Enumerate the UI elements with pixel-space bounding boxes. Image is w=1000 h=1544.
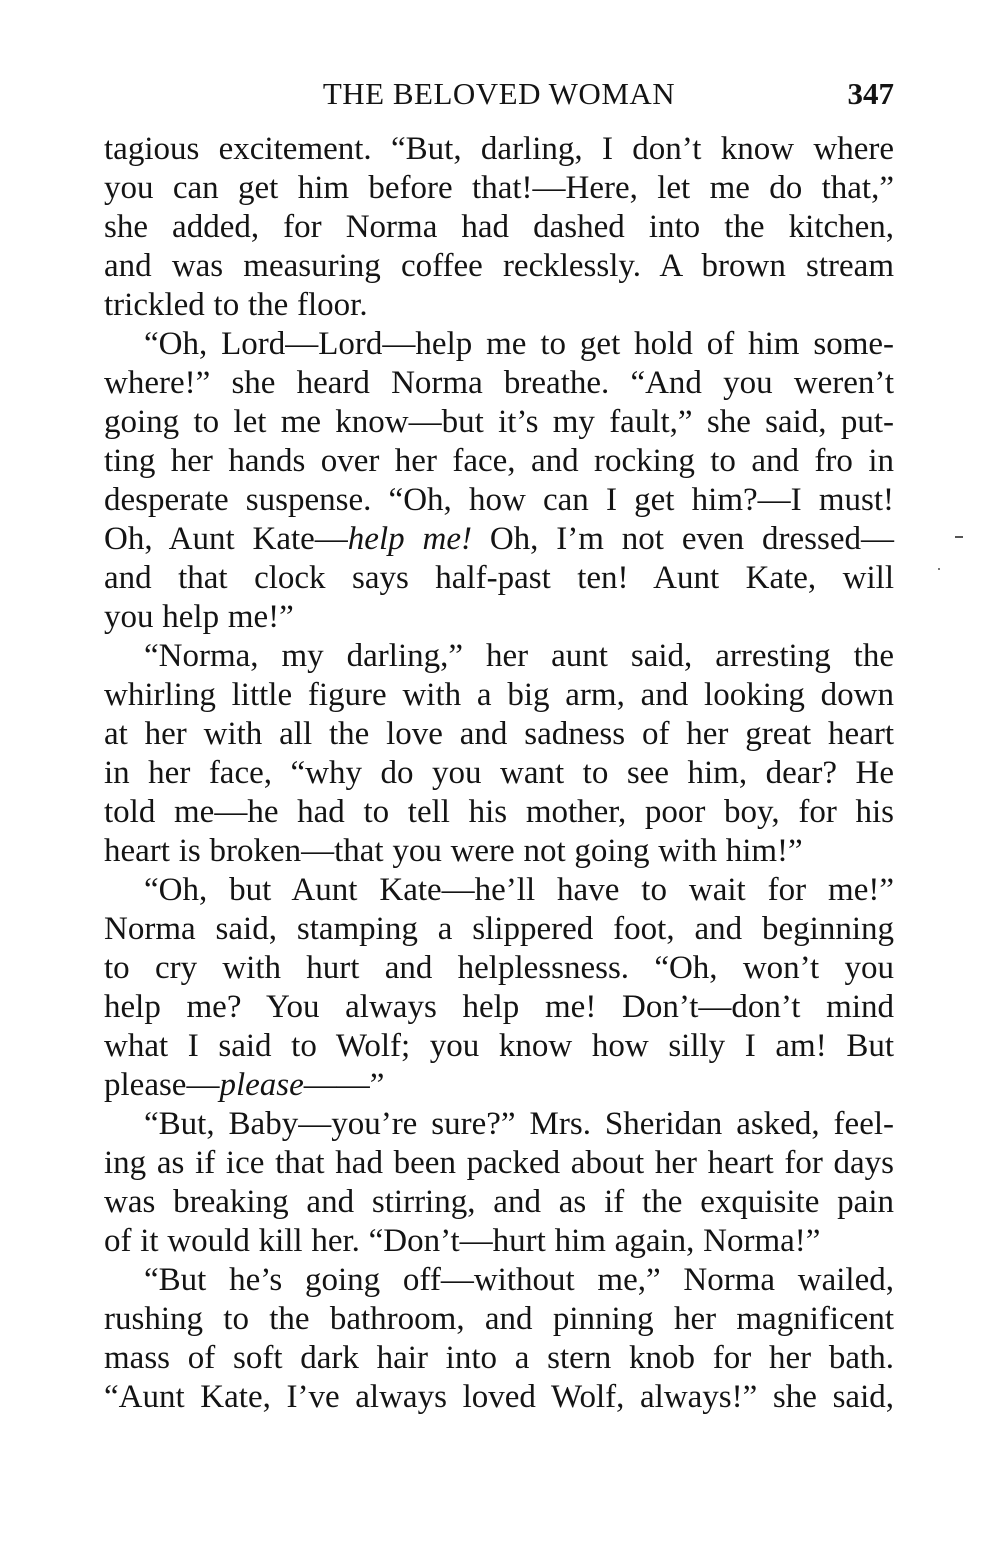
text-line: you can get him before that!—Here, let me do that,”	[104, 170, 894, 206]
text-line: whirling little figure with a big arm, and looking down	[104, 677, 894, 713]
margin-mark	[955, 536, 963, 538]
body-text	[104, 130, 894, 1417]
text-line: rushing to the bathroom, and pinning her magnificent	[104, 1301, 894, 1337]
text-line: “Norma, my darling,” her aunt said, arresting the	[144, 638, 894, 674]
text-line: you help me!”	[104, 599, 294, 635]
text-line: ting her hands over her face, and rocking to and fro in	[104, 443, 894, 479]
page-number: 347	[847, 76, 894, 111]
text-line: told me—he had to tell his mother, poor boy, for his	[104, 794, 894, 830]
text-line: and that clock says half-past ten! Aunt Kate, will	[104, 560, 894, 596]
text-line: “But he’s going off—without me,” Norma wailed,	[144, 1262, 894, 1298]
margin-speck	[938, 568, 940, 570]
running-title: THE BELOVED WOMAN	[322, 76, 676, 111]
book-page	[104, 72, 894, 1417]
text-line: to cry with hurt and helplessness. “Oh, won’t you	[104, 950, 894, 986]
text-line: help me? You always help me! Don’t—don’t mind	[104, 989, 894, 1025]
running-head	[104, 72, 894, 116]
text-line: going to let me know—but it’s my fault,” she said, put-	[104, 404, 894, 440]
text-line: Oh, Aunt Kate—help me! Oh, I’m not even dressed—	[104, 521, 894, 557]
text-line: tagious excitement. “But, darling, I don’t know where	[104, 131, 894, 167]
text-line: she added, for Norma had dashed into the kitchen,	[104, 209, 894, 245]
text-line: please—please——”	[104, 1067, 385, 1103]
text-line: and was measuring coffee recklessly. A brown stream	[104, 248, 894, 284]
text-line: “But, Baby—you’re sure?” Mrs. Sheridan asked, feel-	[144, 1106, 894, 1142]
text-line: of it would kill her. “Don’t—hurt him again, Norma!”	[104, 1223, 821, 1259]
text-line: was breaking and stirring, and as if the exquisite pain	[104, 1184, 894, 1220]
text-line: ing as if ice that had been packed about her heart for days	[104, 1145, 894, 1181]
text-line: at her with all the love and sadness of her great heart	[104, 716, 894, 752]
text-line: “Aunt Kate, I’ve always loved Wolf, always!” she said,	[104, 1379, 894, 1415]
text-line: “Oh, but Aunt Kate—he’ll have to wait for me!”	[144, 872, 894, 908]
text-line: desperate suspense. “Oh, how can I get him?—I must!	[104, 482, 894, 518]
text-line: what I said to Wolf; you know how silly I am! But	[104, 1028, 894, 1064]
text-line: Norma said, stamping a slippered foot, and beginning	[104, 911, 894, 947]
text-line: trickled to the floor.	[104, 287, 368, 323]
text-line: “Oh, Lord—Lord—help me to get hold of him some-	[144, 326, 894, 362]
text-line: mass of soft dark hair into a stern knob for her bath.	[104, 1340, 894, 1376]
text-line: heart is broken—that you were not going with him!”	[104, 833, 803, 869]
text-line: in her face, “why do you want to see him, dear? He	[104, 755, 894, 791]
text-line: where!” she heard Norma breathe. “And you weren’t	[104, 365, 894, 401]
